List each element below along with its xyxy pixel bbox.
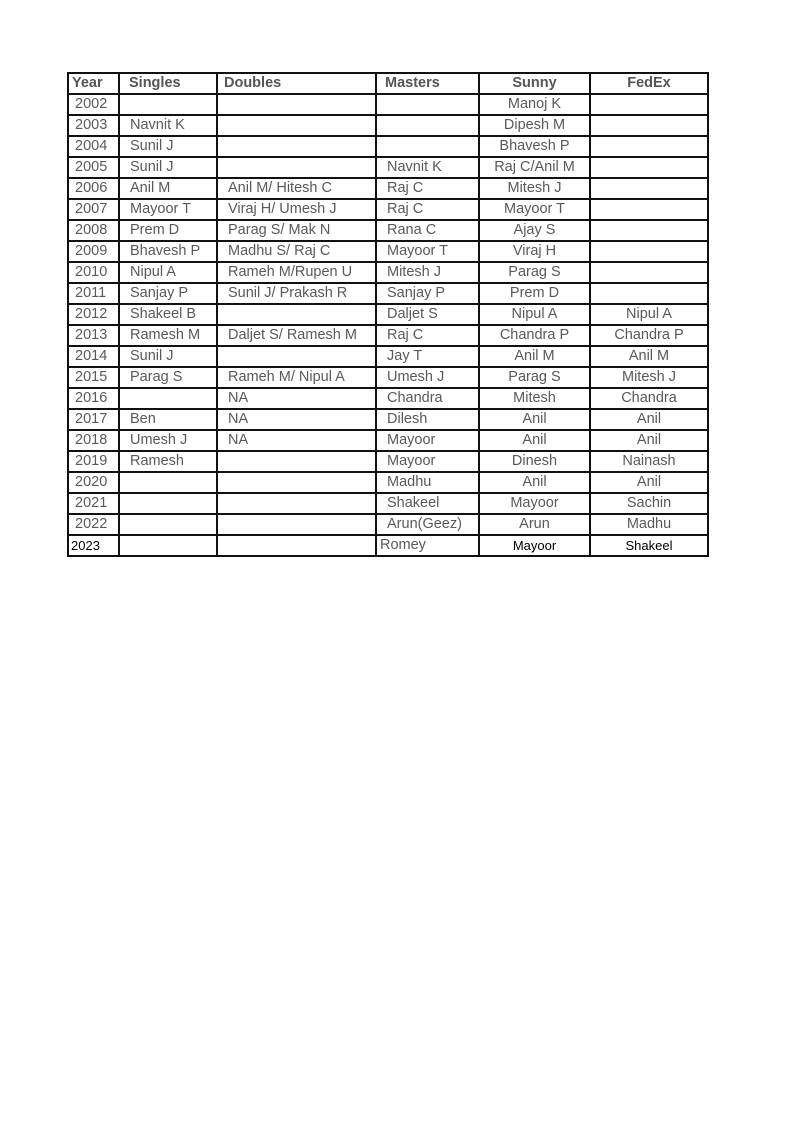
cell-sunny: Chandra P (479, 325, 590, 346)
cell-sunny: Mitesh (479, 388, 590, 409)
cell-masters: Chandra (376, 388, 479, 409)
cell-year: 2005 (68, 157, 119, 178)
cell-fedex: Chandra P (590, 325, 708, 346)
cell-year: 2008 (68, 220, 119, 241)
cell-year: 2020 (68, 472, 119, 493)
cell-year: 2013 (68, 325, 119, 346)
cell-sunny: Mitesh J (479, 178, 590, 199)
cell-masters: Romey (376, 535, 479, 556)
table-row (68, 472, 708, 493)
cell-fedex: Anil (590, 430, 708, 451)
cell-singles (119, 514, 217, 535)
cell-masters: Jay T (376, 346, 479, 367)
cell-sunny: Anil (479, 430, 590, 451)
header-row (68, 73, 708, 94)
table-body (68, 94, 708, 556)
cell-masters: Daljet S (376, 304, 479, 325)
cell-doubles (217, 157, 376, 178)
cell-doubles (217, 94, 376, 115)
cell-singles: Bhavesh P (119, 241, 217, 262)
results-sheet (67, 72, 709, 557)
cell-singles: Anil M (119, 178, 217, 199)
cell-masters: Navnit K (376, 157, 479, 178)
cell-masters: Arun(Geez) (376, 514, 479, 535)
table-row (68, 262, 708, 283)
cell-sunny: Viraj H (479, 241, 590, 262)
table-row (68, 451, 708, 472)
cell-fedex: Madhu (590, 514, 708, 535)
column-header-singles: Singles (119, 73, 217, 94)
cell-singles (119, 493, 217, 514)
champions-table (67, 72, 709, 557)
cell-sunny: Dinesh (479, 451, 590, 472)
table-row (68, 367, 708, 388)
cell-masters: Mayoor T (376, 241, 479, 262)
cell-doubles: NA (217, 388, 376, 409)
cell-sunny: Mayoor (479, 535, 590, 556)
cell-singles: Ramesh (119, 451, 217, 472)
cell-fedex: Mitesh J (590, 367, 708, 388)
cell-fedex: Nainash (590, 451, 708, 472)
cell-doubles: NA (217, 409, 376, 430)
cell-sunny: Anil (479, 409, 590, 430)
cell-sunny: Parag S (479, 367, 590, 388)
table-row (68, 220, 708, 241)
cell-masters: Shakeel (376, 493, 479, 514)
cell-masters: Rana C (376, 220, 479, 241)
table-row (68, 430, 708, 451)
cell-singles: Mayoor T (119, 199, 217, 220)
cell-doubles (217, 493, 376, 514)
cell-sunny: Ajay S (479, 220, 590, 241)
column-header-fedex: FedEx (590, 73, 708, 94)
cell-doubles (217, 472, 376, 493)
table-row (68, 94, 708, 115)
cell-sunny: Manoj K (479, 94, 590, 115)
table-row (68, 388, 708, 409)
cell-masters: Mayoor (376, 430, 479, 451)
cell-doubles: Rameh M/ Nipul A (217, 367, 376, 388)
table-row (68, 136, 708, 157)
cell-doubles (217, 514, 376, 535)
cell-doubles (217, 451, 376, 472)
cell-singles: Sunil J (119, 346, 217, 367)
table-row (68, 304, 708, 325)
table-row (68, 346, 708, 367)
cell-sunny: Mayoor T (479, 199, 590, 220)
cell-year: 2010 (68, 262, 119, 283)
cell-year: 2012 (68, 304, 119, 325)
cell-doubles (217, 115, 376, 136)
cell-year: 2002 (68, 94, 119, 115)
cell-singles: Sanjay P (119, 283, 217, 304)
cell-doubles: Daljet S/ Ramesh M (217, 325, 376, 346)
cell-singles: Parag S (119, 367, 217, 388)
cell-year: 2003 (68, 115, 119, 136)
table-row (68, 325, 708, 346)
cell-masters: Mitesh J (376, 262, 479, 283)
cell-fedex (590, 136, 708, 157)
cell-sunny: Nipul A (479, 304, 590, 325)
cell-fedex (590, 115, 708, 136)
cell-year: 2021 (68, 493, 119, 514)
cell-singles (119, 388, 217, 409)
cell-masters (376, 94, 479, 115)
cell-sunny: Parag S (479, 262, 590, 283)
table-row (68, 241, 708, 262)
cell-singles (119, 94, 217, 115)
cell-year: 2014 (68, 346, 119, 367)
cell-masters: Mayoor (376, 451, 479, 472)
table-row (68, 283, 708, 304)
cell-doubles (217, 304, 376, 325)
cell-doubles: NA (217, 430, 376, 451)
cell-doubles: Viraj H/ Umesh J (217, 199, 376, 220)
column-header-sunny: Sunny (479, 73, 590, 94)
table-row (68, 493, 708, 514)
cell-doubles: Sunil J/ Prakash R (217, 283, 376, 304)
cell-year: 2022 (68, 514, 119, 535)
cell-fedex (590, 94, 708, 115)
cell-year: 2015 (68, 367, 119, 388)
cell-fedex (590, 178, 708, 199)
cell-year: 2023 (68, 535, 119, 556)
cell-year: 2006 (68, 178, 119, 199)
cell-sunny: Mayoor (479, 493, 590, 514)
cell-fedex: Chandra (590, 388, 708, 409)
cell-doubles: Anil M/ Hitesh C (217, 178, 376, 199)
cell-fedex: Sachin (590, 493, 708, 514)
cell-doubles (217, 346, 376, 367)
cell-singles: Ramesh M (119, 325, 217, 346)
cell-singles: Navnit K (119, 115, 217, 136)
cell-sunny: Arun (479, 514, 590, 535)
column-header-year: Year (68, 73, 119, 94)
cell-year: 2007 (68, 199, 119, 220)
cell-year: 2016 (68, 388, 119, 409)
table-row (68, 514, 708, 535)
cell-singles (119, 535, 217, 556)
cell-fedex (590, 262, 708, 283)
cell-masters: Raj C (376, 325, 479, 346)
cell-sunny: Prem D (479, 283, 590, 304)
cell-year: 2018 (68, 430, 119, 451)
cell-singles: Umesh J (119, 430, 217, 451)
cell-doubles: Parag S/ Mak N (217, 220, 376, 241)
cell-singles: Nipul A (119, 262, 217, 283)
cell-doubles: Madhu S/ Raj C (217, 241, 376, 262)
cell-masters: Dilesh (376, 409, 479, 430)
cell-fedex (590, 199, 708, 220)
cell-masters: Raj C (376, 199, 479, 220)
cell-fedex: Anil M (590, 346, 708, 367)
cell-masters (376, 136, 479, 157)
table-row (68, 157, 708, 178)
table-row (68, 409, 708, 430)
cell-year: 2009 (68, 241, 119, 262)
cell-year: 2011 (68, 283, 119, 304)
cell-singles (119, 472, 217, 493)
cell-sunny: Dipesh M (479, 115, 590, 136)
cell-doubles: Rameh M/Rupen U (217, 262, 376, 283)
cell-fedex (590, 220, 708, 241)
table-row (68, 535, 708, 556)
cell-sunny: Raj C/Anil M (479, 157, 590, 178)
cell-masters: Umesh J (376, 367, 479, 388)
cell-fedex: Anil (590, 409, 708, 430)
table-row (68, 115, 708, 136)
cell-sunny: Anil (479, 472, 590, 493)
column-header-masters: Masters (376, 73, 479, 94)
table-row (68, 178, 708, 199)
cell-year: 2004 (68, 136, 119, 157)
cell-fedex: Nipul A (590, 304, 708, 325)
cell-fedex (590, 283, 708, 304)
cell-masters (376, 115, 479, 136)
cell-masters: Raj C (376, 178, 479, 199)
cell-singles: Shakeel B (119, 304, 217, 325)
cell-sunny: Anil M (479, 346, 590, 367)
cell-singles: Ben (119, 409, 217, 430)
cell-masters: Madhu (376, 472, 479, 493)
cell-sunny: Bhavesh P (479, 136, 590, 157)
cell-masters: Sanjay P (376, 283, 479, 304)
cell-doubles (217, 535, 376, 556)
cell-fedex: Shakeel (590, 535, 708, 556)
cell-fedex (590, 241, 708, 262)
cell-singles: Sunil J (119, 136, 217, 157)
cell-fedex (590, 157, 708, 178)
cell-year: 2019 (68, 451, 119, 472)
cell-fedex: Anil (590, 472, 708, 493)
cell-year: 2017 (68, 409, 119, 430)
column-header-doubles: Doubles (217, 73, 376, 94)
table-row (68, 199, 708, 220)
cell-doubles (217, 136, 376, 157)
cell-singles: Sunil J (119, 157, 217, 178)
cell-singles: Prem D (119, 220, 217, 241)
